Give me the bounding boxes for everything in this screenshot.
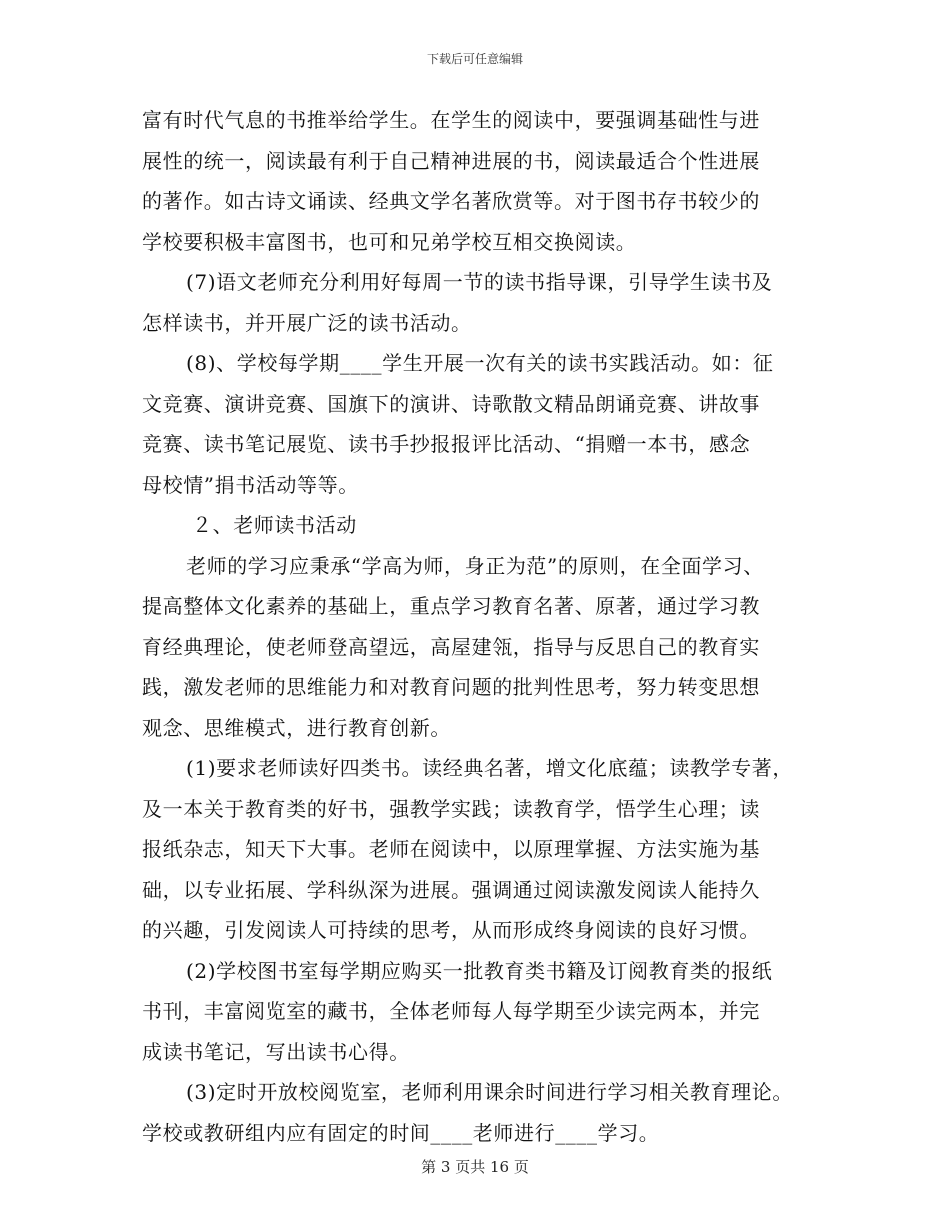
- body-line: 学校或教研组内应有固定的时间____老师进行____学习。: [142, 1120, 660, 1145]
- page-number: 第 3 页共 16 页: [421, 1158, 529, 1176]
- body-line: 竞赛、读书笔记展览、读书手抄报报评比活动、“捐赠一本书，感念: [142, 432, 751, 456]
- body-line: 报纸杂志，知天下大事。老师在阅读中，以原理掌握、方法实施为基: [142, 837, 760, 861]
- body-line: 的著作。如古诗文诵读、经典文学名著欣赏等。对于图书存书较少的: [142, 189, 760, 213]
- paragraph-1-start: (1)要求老师读好四类书。读经典名著，增文化底蕴；读教学专著，: [186, 756, 793, 780]
- body-line: 母校情”捐书活动等等。: [142, 472, 359, 497]
- paragraph-start: 老师的学习应秉承“学高为师，身正为范”的原则，在全面学习、: [186, 553, 764, 578]
- body-line: 怎样读书，并开展广泛的读书活动。: [142, 310, 472, 335]
- body-line: 础，以专业拓展、学科纵深为进展。强调通过阅读激发阅读人能持久: [142, 877, 760, 902]
- body-line: 富有时代气息的书推举给学生。在学生的阅读中，要强调基础性与进: [142, 108, 760, 132]
- body-line: 学校要积极丰富图书，也可和兄弟学校互相交换阅读。: [142, 229, 637, 254]
- body-line: 提高整体文化素养的基础上，重点学习教育名著、原著，通过学习教: [142, 594, 760, 618]
- body-line: 展性的统一，阅读最有利于自己精神进展的书，阅读最适合个性进展: [142, 148, 760, 173]
- body-line: 观念、思维模式，进行教育创新。: [142, 715, 451, 740]
- page-header: 下载后可任意编辑: [426, 52, 523, 66]
- document-body: [142, 100, 832, 1153]
- section-heading: ２、老师读书活动: [192, 513, 357, 537]
- body-line: 的兴趣，引发阅读人可持续的思考，从而形成终身阅读的良好习惯。: [142, 918, 760, 942]
- paragraph-7-start: (7)语文老师充分利用好每周一节的读书指导课，引导学生读书及: [186, 270, 773, 294]
- body-line: 书刊，丰富阅览室的藏书，全体老师每人每学期至少读完两本，并完: [142, 999, 760, 1023]
- body-line: 文竞赛、演讲竞赛、国旗下的演讲、诗歌散文精品朗诵竞赛、讲故事: [142, 391, 760, 416]
- paragraph-3-start: (3)定时开放校阅览室，老师利用课余时间进行学习相关教育理论。: [186, 1080, 793, 1104]
- body-line: 育经典理论，使老师登高望远，高屋建瓴，指导与反思自己的教育实: [142, 634, 760, 659]
- paragraph-2-start: (2)学校图书室每学期应购买一批教育类书籍及订阅教育类的报纸: [186, 958, 773, 983]
- body-line: 及一本关于教育类的好书，强教学实践；读教育学，悟学生心理；读: [142, 796, 760, 821]
- body-line: 成读书笔记，写出读书心得。: [142, 1039, 410, 1064]
- body-line: 践，激发老师的思维能力和对教育问题的批判性思考，努力转变思想: [142, 675, 760, 699]
- paragraph-8-start: (8)、学校每学期____学生开展一次有关的读书实践活动。如：征: [186, 351, 774, 375]
